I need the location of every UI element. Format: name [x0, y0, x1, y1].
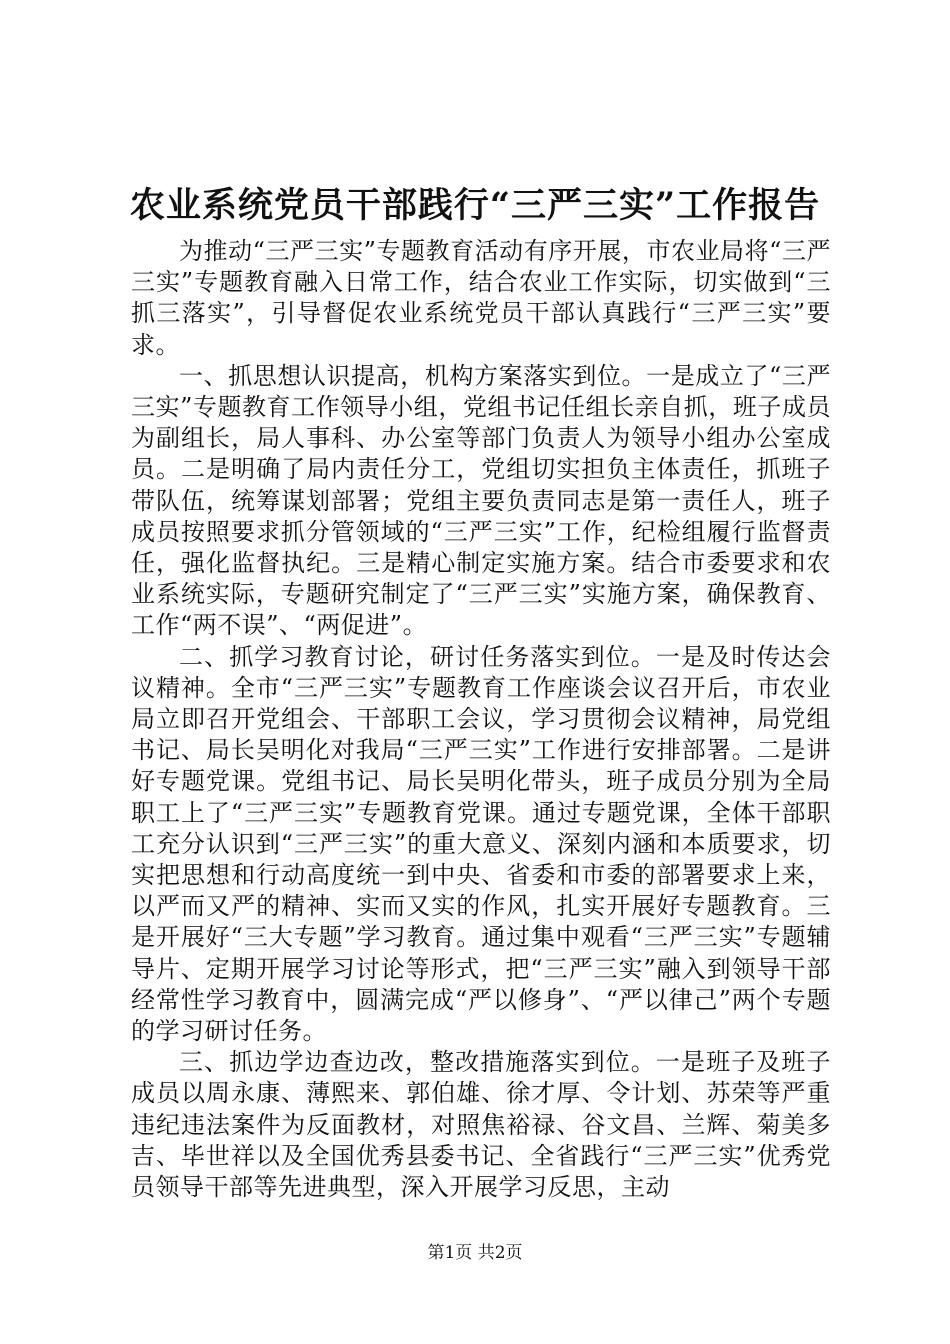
- paragraph-section-3: 三、抓边学边查边改，整改措施落实到位。一是班子及班子成员以周永康、薄熙来、郭伯雄、徐才厚、令计划、苏荣等严重违纪违法案件为反面教材，对照焦裕禄、谷文昌、兰辉、菊美多吉、毕世祥以及全国优秀县委书记、全省践行“三严三实”优秀党员领导干部等先进典型，深入开展学习反思，主动: [131, 1048, 831, 1202]
- document-body: [131, 236, 831, 1203]
- paragraph-intro: 为推动“三严三实”专题教育活动有序开展，市农业局将“三严三实”专题教育融入日常工作，结合农业工作实际，切实做到“三抓三落实”，引导督促农业系统党员干部认真践行“三严三实”要求。: [131, 237, 831, 359]
- paragraph-section-1: 一、抓思想认识提高，机构方案落实到位。一是成立了“三严三实”专题教育工作领导小组，党组书记任组长亲自抓，班子成员为副组长，局人事科、办公室等部门负责人为领导小组办公室成员。二是明确了局内责任分工，党组切实担负主体责任，抓班子带队伍，统筹谋划部署；党组主要负责同志是第一责任人，班子成员按照要求抓分管领域的“三严三实”工作，纪检组履行监督责任，强化监督执纪。三是精心制定实施方案。结合市委要求和农业系统实际，专题研究制定了“三严三实”实施方案，确保教育、工作“两不误”、“两促进”。: [131, 361, 831, 640]
- page-number-footer: 第1页 共2页: [427, 1243, 523, 1263]
- paragraph-section-2: 二、抓学习教育讨论，研讨任务落实到位。一是及时传达会议精神。全市“三严三实”专题教育工作座谈会议召开后，市农业局立即召开党组会、干部职工会议，学习贯彻会议精神，局党组书记、局长吴明化对我局“三严三实”工作进行安排部署。二是讲好专题党课。党组书记、局长吴明化带头，班子成员分别为全局职工上了“三严三实”专题教育党课。通过专题党课，全体干部职工充分认识到“三严三实”的重大意义、深刻内涵和本质要求，切实把思想和行动高度统一到中央、省委和市委的部署要求上来，以严而又严的精神、实而又实的作风，扎实开展好专题教育。三是开展好“三大专题”学习教育。通过集中观看“三严三实”专题辅导片、定期开展学习讨论等形式，把“三严三实”融入到领导干部经常性学习教育中，圆满完成“严以修身”、“严以律己”两个专题的学习研讨任务。: [131, 642, 831, 1046]
- document-title: 农业系统党员干部践行“三严三实”工作报告: [129, 185, 821, 226]
